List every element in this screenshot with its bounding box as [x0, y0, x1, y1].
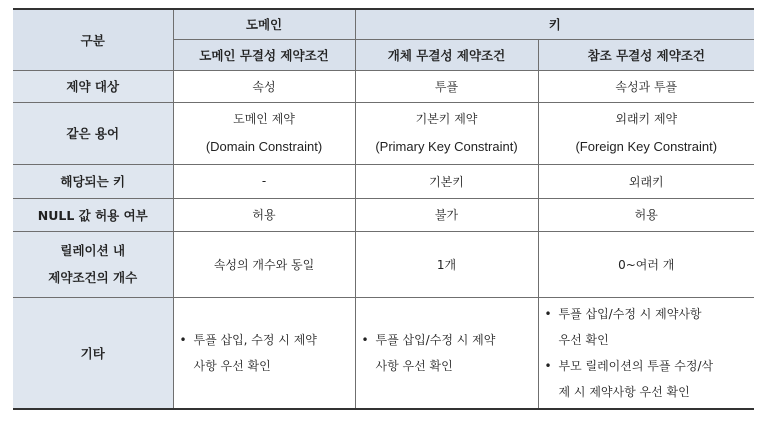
- cell-domain: 속성: [173, 70, 355, 102]
- bullet-item: • 투플 삽입/수정 시 제약: [362, 327, 534, 353]
- cell-referential: 0~여러 개: [538, 231, 754, 297]
- cell-domain: • 투플 삽입, 수정 시 제약 사항 우선 확인: [173, 297, 355, 409]
- term-korean: 외래키 제약: [615, 112, 678, 126]
- cell-entity: 기본키: [355, 164, 538, 198]
- term-korean: 기본키 제약: [415, 112, 478, 126]
- header-category: 구분: [13, 9, 173, 70]
- row-label: 기타: [13, 297, 173, 409]
- cell-referential: [538, 102, 754, 164]
- cell-referential: 허용: [538, 198, 754, 231]
- header-entity-integrity: 개체 무결성 제약조건: [355, 39, 538, 70]
- cell-entity: 1개: [355, 231, 538, 297]
- table-row: [13, 70, 754, 102]
- row-label-line: 릴레이션 내: [60, 243, 126, 258]
- cell-domain: [173, 102, 355, 164]
- term-english: (Domain Constraint): [205, 139, 323, 154]
- cell-domain: -: [173, 164, 355, 198]
- term-korean: 도메인 제약: [233, 112, 295, 126]
- cell-domain: 허용: [173, 198, 355, 231]
- bullet-icon: •: [544, 358, 552, 373]
- row-label: NULL 값 허용 여부: [13, 198, 173, 231]
- bullet-item: • 부모 릴레이션의 투플 수정/삭: [545, 353, 751, 379]
- row-label: 같은 용어: [13, 102, 173, 164]
- row-label-line: 제약조건의 개수: [48, 270, 138, 285]
- cell-entity: [355, 102, 538, 164]
- bullet-icon: •: [361, 332, 369, 347]
- row-label: 해당되는 키: [13, 164, 173, 198]
- row-label: 제약 대상: [13, 70, 173, 102]
- bullet-icon: •: [179, 332, 187, 347]
- cell-entity: • 투플 삽입/수정 시 제약 사항 우선 확인: [355, 297, 538, 409]
- cell-entity: 투플: [355, 70, 538, 102]
- cell-referential: • 투플 삽입/수정 시 제약사항 우선 확인 • 부모 릴레이션의 투플 수정/삭 제 시 제약사항 우선 확인: [538, 297, 754, 409]
- term-english: (Foreign Key Constraint): [575, 139, 718, 154]
- cell-entity: 불가: [355, 198, 538, 231]
- header-domain-integrity: 도메인 무결성 제약조건: [173, 39, 355, 70]
- row-label: [13, 231, 173, 297]
- header-key: 키: [355, 9, 754, 39]
- table-row: [13, 164, 754, 198]
- table-row: [13, 102, 754, 164]
- cell-domain: 속성의 개수와 동일: [173, 231, 355, 297]
- integrity-constraints-table: [13, 8, 754, 410]
- term-english: (Primary Key Constraint): [375, 139, 518, 154]
- bullet-item: • 투플 삽입/수정 시 제약사항: [545, 301, 751, 327]
- table-row: [13, 297, 754, 409]
- header-referential-integrity: 참조 무결성 제약조건: [538, 39, 754, 70]
- bullet-icon: •: [544, 306, 552, 321]
- cell-referential: 속성과 투플: [538, 70, 754, 102]
- cell-referential: 외래키: [538, 164, 754, 198]
- table-row: [13, 231, 754, 297]
- bullet-item: • 투플 삽입, 수정 시 제약: [180, 327, 351, 353]
- header-domain: 도메인: [173, 9, 355, 39]
- table-row: [13, 198, 754, 231]
